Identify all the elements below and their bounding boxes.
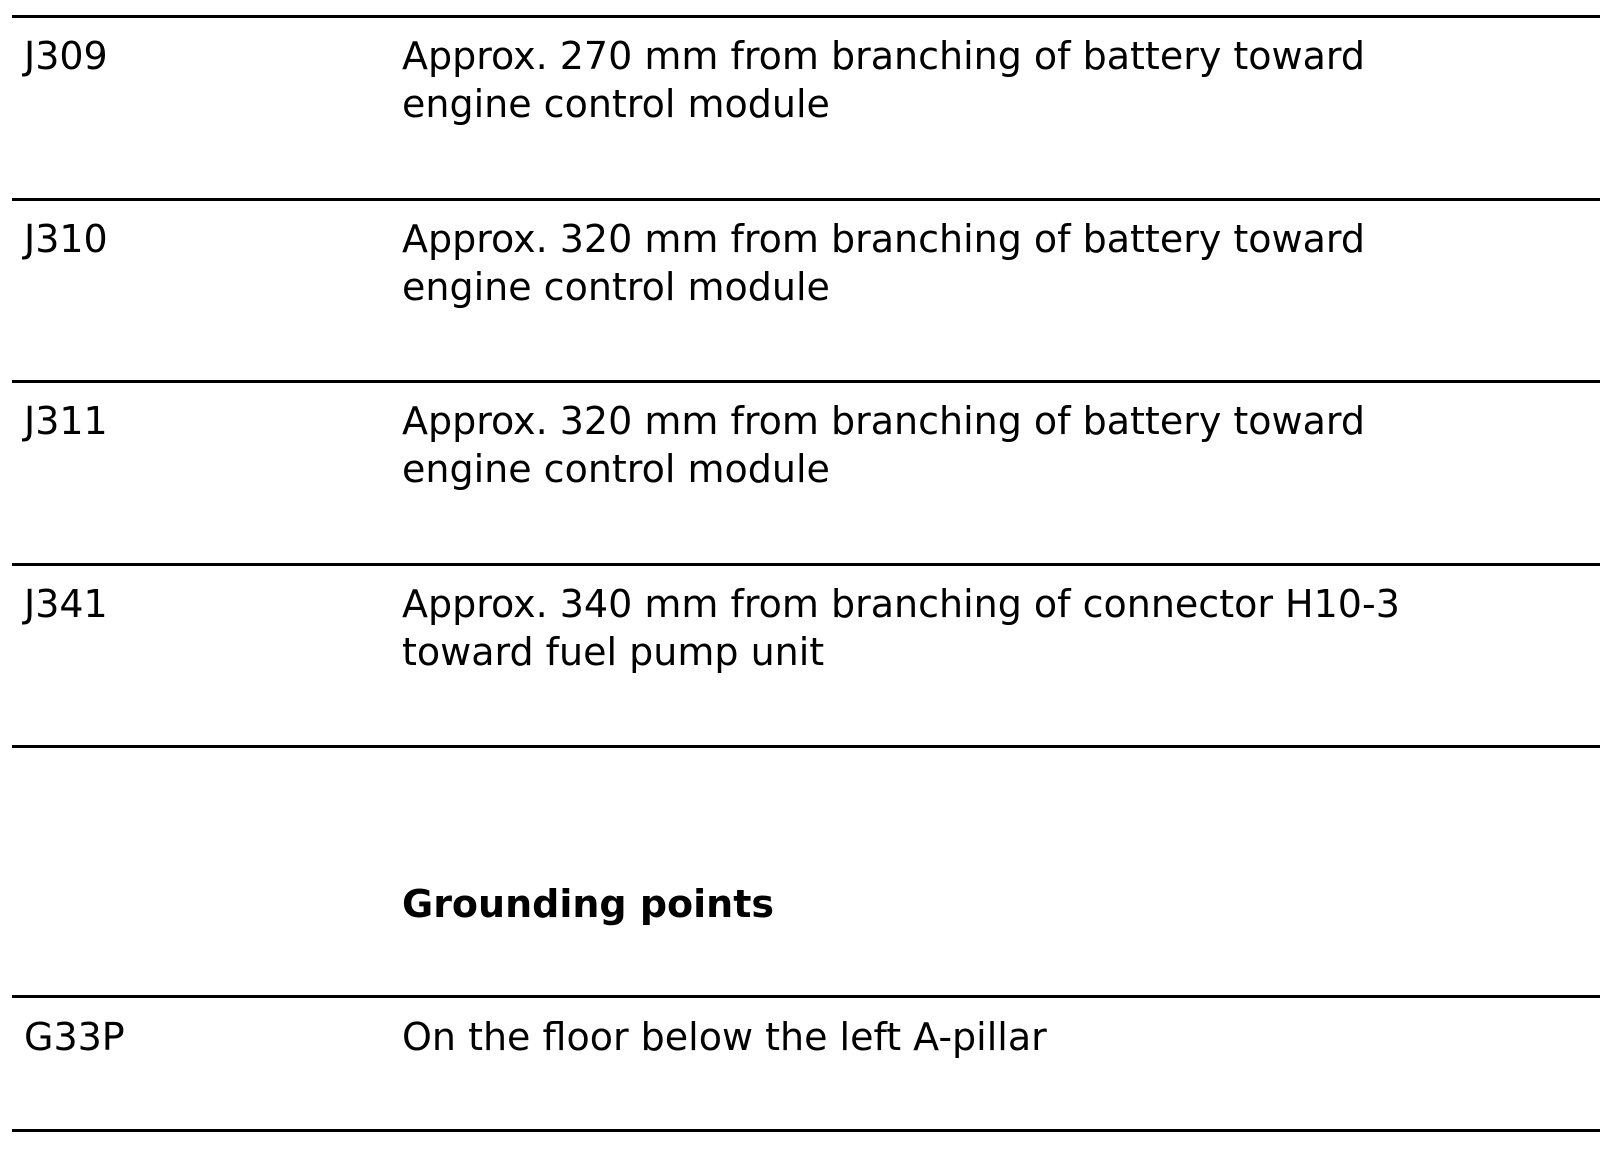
row-description: [402, 32, 1552, 128]
row-description-line: Approx. 320 mm from branching of battery toward: [402, 399, 1365, 443]
row-description: [402, 397, 1552, 493]
row-description-line: Approx. 340 mm from branching of connector H10-3: [402, 582, 1400, 626]
table-divider: [12, 995, 1600, 998]
row-code: J341: [24, 582, 108, 626]
section-heading: Grounding points: [402, 882, 775, 926]
row-description-line: toward fuel pump unit: [402, 630, 825, 674]
row-description: [402, 1013, 1552, 1061]
row-description-line: Approx. 320 mm from branching of battery toward: [402, 217, 1365, 261]
table-divider: [12, 15, 1600, 18]
row-description-line: On the floor below the left A-pillar: [402, 1015, 1047, 1059]
row-description-line: Approx. 270 mm from branching of battery toward: [402, 34, 1365, 78]
row-description-line: engine control module: [402, 447, 830, 491]
table-divider: [12, 198, 1600, 201]
row-code: J310: [24, 217, 108, 261]
row-description: [402, 580, 1552, 676]
row-description-line: engine control module: [402, 265, 830, 309]
table-divider: [12, 745, 1600, 748]
table-divider: [12, 563, 1600, 566]
row-description: [402, 215, 1552, 311]
row-code: J309: [24, 34, 108, 78]
table-divider: [12, 380, 1600, 383]
row-code: J311: [24, 399, 108, 443]
row-code: G33P: [24, 1015, 125, 1059]
row-description-line: engine control module: [402, 82, 830, 126]
table-divider: [12, 1129, 1600, 1132]
